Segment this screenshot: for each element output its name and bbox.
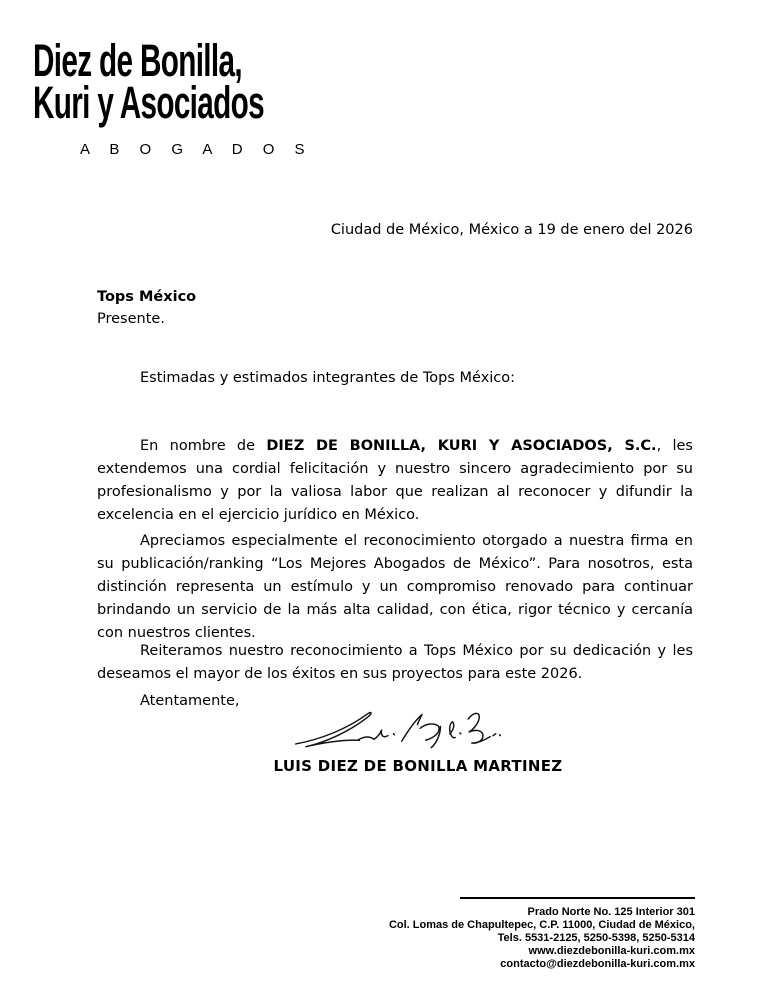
recipient-presente: Presente. [97,311,165,327]
signature [293,706,505,761]
signature-icon [293,706,505,757]
p1-prefix: En nombre de [140,438,267,454]
signer-name: LUIS DIEZ DE BONILLA MARTINEZ [273,757,563,775]
footer-phones: Tels. 5531-2125, 5250-5398, 5250-5314 [497,932,695,944]
recipient-block [97,286,196,330]
firm-tagline: A B O G A D O S [80,141,313,158]
body-paragraph-2: Apreciamos especialmente el reconocimiento otorgado a nuestra firma en su publicación/ranking “Los Mejores Abogados de México”. Para nosotros, esta distinción representa un estímulo y un compromiso renovado para continuar brindando un servicio de la más alta calidad, con ética, rigor técnico y cercanía con nuestros clientes. [97,533,693,641]
p1-firm-name-bold: DIEZ DE BONILLA, KURI Y ASOCIADOS, S.C. [266,438,657,454]
letterhead [33,35,383,158]
footer-divider [460,897,695,899]
dateline: Ciudad de México, México a 19 de enero del 2026 [330,222,693,238]
footer-email: contacto@diezdebonilla-kuri.com.mx [500,958,695,970]
recipient-name: Tops México [97,289,197,305]
footer-address-line1: Prado Norte No. 125 Interior 301 [527,906,695,918]
footer-website: www.diezdebonilla-kuri.com.mx [528,945,695,957]
salutation: Estimadas y estimados integrantes de Tops México: [140,370,516,386]
footer-address-line2: Col. Lomas de Chapultepec, C.P. 11000, Ciudad de México, [388,919,695,931]
body-paragraph-3: Reiteramos nuestro reconocimiento a Tops México por su dedicación y les deseamos el mayor de los éxitos en sus proyectos para este 2026. [97,643,693,682]
body-paragraph-1 [97,435,693,527]
footer-contact-block [275,906,695,971]
firm-name-line2: Kuri y Asociados [33,77,264,128]
firm-logo [33,35,264,128]
p1-suffix: , les extendemos una cordial felicitación y nuestro sincero agradecimiento por su profesionalismo y por la valiosa labor que realizan al reconocer y difundir la excelencia en el ejercicio jurídico en México. [97,438,693,523]
closing: Atentamente, [140,693,240,709]
firm-name-line1: Diez de Bonilla, [33,35,242,86]
